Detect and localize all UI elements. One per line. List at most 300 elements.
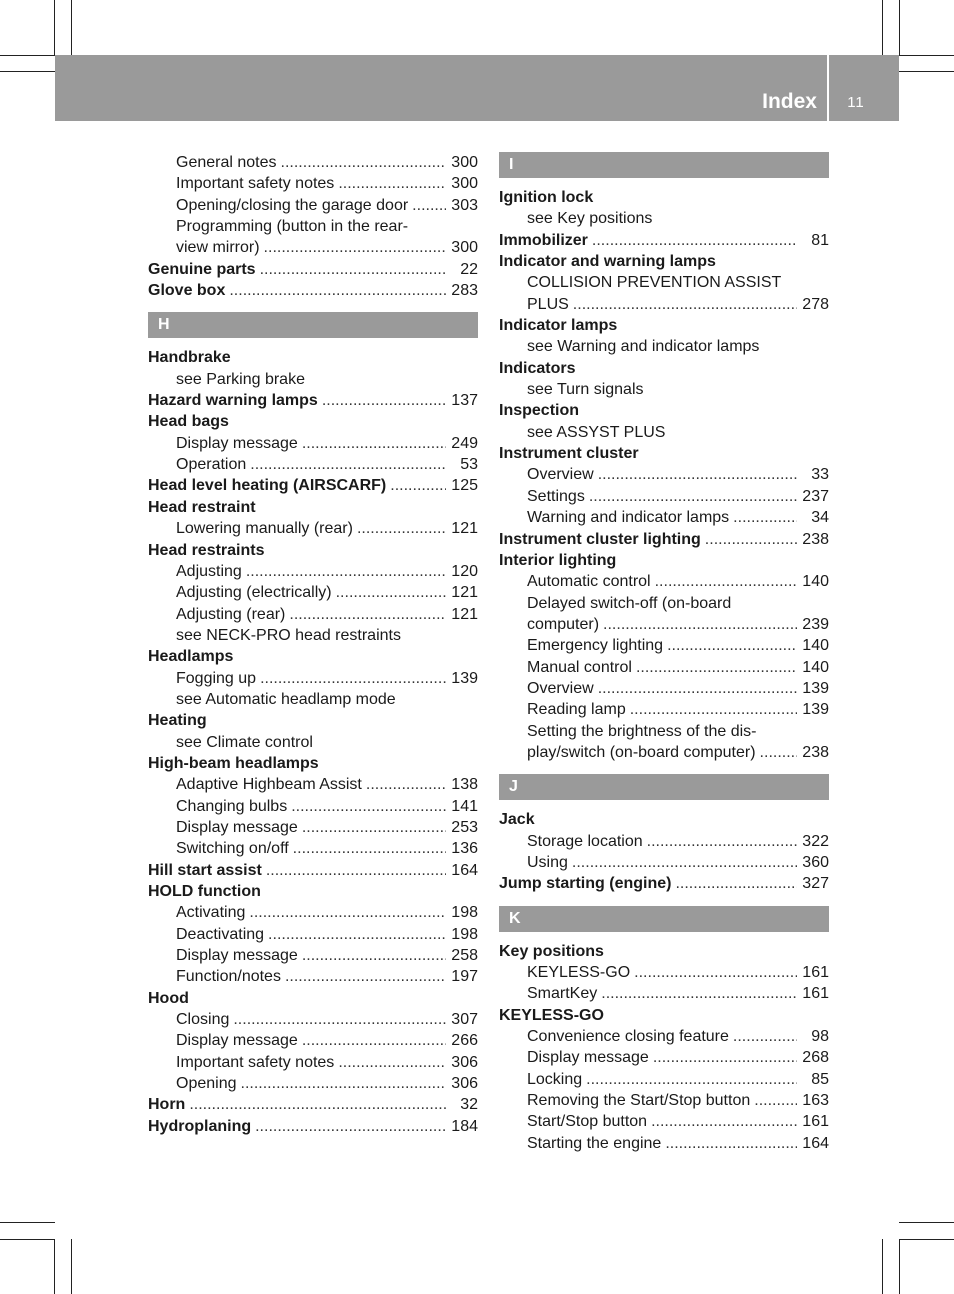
leader-dots [266, 860, 446, 881]
section-header: I [499, 152, 829, 178]
section-spacer [499, 932, 829, 941]
page-ref: 85 [811, 1070, 829, 1088]
section-spacer [148, 301, 478, 312]
entry-text: Setting the brightness of the dis- [527, 722, 757, 740]
leader-dots [390, 475, 446, 496]
index-entry-see [148, 689, 478, 710]
crop-mark [71, 0, 72, 55]
entry-text: Ignition lock [499, 189, 594, 206]
entry-text: Removing the Start/Stop button [527, 1092, 751, 1110]
page-ref: 120 [451, 562, 478, 580]
leader-dots [573, 294, 797, 315]
index-entry-heading [148, 411, 478, 432]
index-entry-sub [499, 507, 829, 528]
entry-text: Head restraint [148, 498, 256, 516]
entry-text: see NECK-PRO head restraints [176, 626, 401, 644]
index-entry-sub [148, 1009, 478, 1030]
index-entry-sub [148, 173, 478, 194]
leader-dots [667, 635, 797, 656]
index-entry-see [499, 336, 829, 357]
leader-dots [336, 582, 446, 603]
index-entry-see [499, 208, 829, 229]
leader-dots [733, 1026, 797, 1047]
index-entry-cont [499, 272, 829, 293]
entry-text: Opening/closing the garage door [176, 196, 409, 214]
leader-dots [366, 774, 446, 795]
leader-dots [651, 1111, 797, 1132]
index-entry-sub [499, 742, 829, 763]
leader-dots [233, 1009, 446, 1030]
leader-dots [675, 873, 797, 894]
page-ref: 161 [802, 1113, 829, 1131]
index-entry-sub [148, 1052, 478, 1073]
entry-text: see Turn signals [527, 381, 644, 399]
page-title: Index [762, 90, 817, 113]
crop-mark [882, 0, 883, 55]
entry-text: Headlamps [148, 648, 234, 666]
entry-text: Display message [527, 1049, 649, 1067]
leader-dots [586, 1069, 797, 1090]
index-entry-heading [499, 315, 829, 336]
entry-text: Display message [176, 434, 298, 452]
index-entry-see [148, 625, 478, 646]
entry-text: Key positions [499, 942, 604, 960]
page-ref: 238 [802, 743, 829, 761]
page-ref: 322 [802, 832, 829, 850]
leader-dots [572, 852, 797, 873]
page-ref: 81 [811, 231, 829, 249]
page-ref: 140 [802, 658, 829, 676]
entry-text: Inspection [499, 402, 580, 420]
entry-text: Genuine parts [148, 260, 256, 278]
entry-text: Emergency lighting [527, 637, 664, 655]
leader-dots [260, 259, 446, 280]
page-ref: 283 [451, 282, 478, 300]
entry-text: COLLISION PREVENTION ASSIST [527, 274, 782, 292]
index-entry-heading [499, 550, 829, 571]
entry-text: Delayed switch-off (on-board [527, 594, 732, 612]
index-entry-entry [148, 1116, 478, 1137]
index-entry-heading [148, 347, 478, 368]
index-entry-see [499, 422, 829, 443]
page-ref: 253 [451, 818, 478, 836]
index-entry-sub [148, 668, 478, 689]
page-ref: 249 [451, 434, 478, 452]
crop-mark [899, 1222, 954, 1223]
index-entry-entry [148, 280, 478, 301]
leader-dots [589, 486, 797, 507]
crop-mark [54, 0, 55, 55]
section-spacer [499, 895, 829, 906]
section-header: H [148, 312, 478, 338]
entry-text: Reading lamp [527, 701, 626, 719]
page-ref: 184 [451, 1117, 478, 1135]
index-entry-heading [148, 710, 478, 731]
leader-dots [302, 433, 446, 454]
index-entry-sub [499, 1133, 829, 1154]
index-entry-heading [499, 187, 829, 208]
entry-text: Hazard warning lamps [148, 392, 318, 410]
index-entry-sub [499, 699, 829, 720]
entry-text: KEYLESS-GO [527, 964, 631, 981]
crop-mark [899, 0, 900, 55]
page-ref: 307 [451, 1011, 478, 1029]
index-entry-sub [499, 464, 829, 485]
page-ref: 136 [451, 840, 478, 858]
entry-text: Hill start assist [148, 861, 262, 879]
entry-text: Hydroplaning [148, 1117, 252, 1135]
header-separator [827, 55, 829, 121]
leader-dots [412, 195, 446, 216]
index-entry-sub [148, 433, 478, 454]
page-ref: 121 [451, 520, 478, 538]
leader-dots [754, 1090, 797, 1111]
page-ref: 306 [451, 1053, 478, 1071]
index-entry-heading [148, 497, 478, 518]
leader-dots [302, 945, 446, 966]
entry-text: Handbrake [148, 349, 231, 367]
leader-dots [338, 1052, 446, 1073]
leader-dots [246, 561, 446, 582]
page-ref: 239 [802, 615, 829, 633]
entry-text: Closing [176, 1011, 230, 1029]
crop-mark [899, 1239, 954, 1240]
page-ref: 139 [802, 679, 829, 697]
index-entry-heading [499, 1005, 829, 1026]
leader-dots [603, 614, 797, 635]
index-entry-heading [499, 251, 829, 272]
section-spacer [148, 338, 478, 347]
page-ref: 32 [460, 1096, 478, 1114]
leader-dots [264, 237, 446, 258]
section-spacer [499, 178, 829, 187]
crop-mark [0, 1239, 55, 1240]
index-entry-sub [148, 1073, 478, 1094]
index-entry-heading [148, 646, 478, 667]
entry-text: Convenience closing feature [527, 1028, 729, 1046]
leader-dots [636, 657, 797, 678]
index-entry-sub [148, 561, 478, 582]
index-entry-cont [499, 721, 829, 742]
page-ref: 164 [802, 1134, 829, 1152]
entry-text: Adjusting (electrically) [176, 584, 332, 602]
crop-mark [71, 1239, 72, 1294]
leader-dots [630, 699, 797, 720]
index-entry-heading [148, 988, 478, 1009]
index-entry-heading [148, 540, 478, 561]
entry-text: Display message [176, 1032, 298, 1050]
entry-text: Overview [527, 466, 594, 484]
index-entry-sub [499, 852, 829, 873]
index-entry-entry [499, 230, 829, 251]
index-entry-sub [148, 817, 478, 838]
entry-text: Instrument cluster [499, 445, 639, 463]
index-entry-heading [499, 443, 829, 464]
page-ref: 238 [802, 530, 829, 548]
leader-dots [189, 1094, 446, 1115]
entry-text: Locking [527, 1070, 583, 1088]
page-ref: 300 [451, 239, 478, 257]
page-ref: 33 [811, 466, 829, 484]
page-ref: 268 [802, 1049, 829, 1067]
entry-text: Glove box [148, 282, 226, 300]
entry-text: Immobilizer [499, 231, 588, 249]
page-ref: 138 [451, 776, 478, 794]
entry-text: Warning and indicator lamps [527, 509, 730, 527]
section-spacer [499, 763, 829, 774]
index-entry-see [499, 379, 829, 400]
index-entry-entry [499, 529, 829, 550]
index-entry-heading [499, 941, 829, 962]
page-ref: 139 [802, 701, 829, 719]
leader-dots [250, 454, 446, 475]
page-ref: 164 [451, 861, 478, 879]
entry-text: see Key positions [527, 210, 653, 228]
entry-text: Instrument cluster lighting [499, 530, 701, 548]
leader-dots [647, 831, 797, 852]
index-entry-heading [148, 753, 478, 774]
page-ref: 258 [451, 947, 478, 965]
entry-text: Display message [176, 818, 298, 836]
page-ref: 53 [460, 456, 478, 474]
leader-dots [665, 1133, 797, 1154]
entry-text: view mirror) [176, 239, 260, 257]
page-ref: 161 [802, 964, 829, 981]
entry-text: Indicator lamps [499, 317, 618, 335]
index-entry-sub [148, 902, 478, 923]
entry-text: Opening [176, 1075, 237, 1093]
index-column-right [499, 152, 829, 1154]
page-ref: 163 [802, 1092, 829, 1110]
leader-dots [241, 1073, 447, 1094]
entry-text: Start/Stop button [527, 1113, 648, 1131]
entry-text: KEYLESS-GO [499, 1006, 604, 1024]
entry-text: Manual control [527, 658, 632, 676]
entry-text: Adaptive Highbeam Assist [176, 776, 362, 794]
index-entry-sub [148, 774, 478, 795]
page-ref: 266 [451, 1032, 478, 1050]
index-entry-sub [499, 635, 829, 656]
index-entry-heading [148, 881, 478, 902]
entry-text: Interior lighting [499, 551, 617, 569]
entry-text: see Parking brake [176, 370, 305, 388]
page-ref: 303 [451, 196, 478, 214]
crop-mark [899, 55, 954, 56]
leader-dots [592, 230, 797, 251]
entry-text: Using [527, 853, 568, 871]
index-entry-heading [499, 358, 829, 379]
page-ref: 22 [460, 260, 478, 278]
leader-dots [281, 152, 446, 173]
leader-dots [655, 571, 797, 592]
entry-text: Indicator and warning lamps [499, 253, 716, 271]
page-ref: 306 [451, 1075, 478, 1093]
index-entry-sub [148, 1030, 478, 1051]
index-entry-sub [499, 1090, 829, 1111]
page-ref: 121 [451, 584, 478, 602]
page-ref: 198 [451, 904, 478, 922]
entry-text: Operation [176, 456, 247, 474]
index-entry-sub [148, 796, 478, 817]
page-ref: 121 [451, 605, 478, 623]
leader-dots [733, 507, 797, 528]
page-ref: 327 [802, 875, 829, 893]
index-entry-entry [148, 475, 478, 496]
page-ref: 300 [451, 154, 478, 171]
index-entry-sub [499, 1111, 829, 1132]
index-entry-sub [148, 966, 478, 987]
index-column-left [148, 152, 478, 1137]
entry-text: Adjusting [176, 562, 242, 580]
page-ref: 161 [802, 985, 829, 1003]
entry-text: Storage location [527, 832, 643, 850]
page-ref: 139 [451, 669, 478, 687]
entry-text: Starting the engine [527, 1134, 662, 1152]
entry-text: Display message [176, 947, 298, 965]
page-ref: 278 [802, 295, 829, 313]
leader-dots [634, 962, 797, 983]
entry-text: Important safety notes [176, 175, 335, 193]
page-ref: 34 [811, 509, 829, 527]
index-entry-heading [499, 809, 829, 830]
index-entry-sub [499, 962, 829, 983]
index-entry-sub [499, 1047, 829, 1068]
page-ref: 137 [451, 392, 478, 410]
section-header: J [499, 774, 829, 800]
page-ref: 140 [802, 573, 829, 591]
leader-dots [322, 390, 446, 411]
entry-text: SmartKey [527, 985, 598, 1003]
entry-text: Changing bulbs [176, 797, 288, 815]
entry-text: play/switch (on-board computer) [527, 743, 756, 761]
leader-dots [302, 1030, 446, 1051]
index-entry-sub [499, 486, 829, 507]
entry-text: Head level heating (AIRSCARF) [148, 477, 387, 495]
index-entry-sub [148, 518, 478, 539]
leader-dots [598, 678, 797, 699]
index-entry-sub [499, 983, 829, 1004]
leader-dots [229, 280, 446, 301]
page-ref: 98 [811, 1028, 829, 1046]
leader-dots [760, 742, 797, 763]
leader-dots [338, 173, 446, 194]
entry-text: Switching on/off [176, 840, 289, 858]
index-entry-sub [148, 838, 478, 859]
crop-mark [0, 1222, 55, 1223]
entry-text: High-beam headlamps [148, 754, 319, 772]
entry-text: HOLD function [148, 883, 261, 900]
crop-mark [54, 1239, 55, 1294]
entry-text: Settings [527, 487, 585, 505]
section-header: K [499, 906, 829, 932]
section-spacer [499, 800, 829, 809]
entry-text: Hood [148, 989, 189, 1007]
index-entry-sub [499, 831, 829, 852]
index-entry-see [148, 732, 478, 753]
index-entry-sub [499, 678, 829, 699]
index-entry-sub [499, 657, 829, 678]
entry-text: Programming (button in the rear- [176, 218, 409, 236]
leader-dots [285, 966, 446, 987]
index-entry-entry [148, 860, 478, 881]
index-entry-sub [148, 237, 478, 258]
leader-dots [653, 1047, 797, 1068]
page-ref: 140 [802, 637, 829, 655]
crop-mark [0, 55, 55, 56]
index-entry-entry [148, 1094, 478, 1115]
entry-text: Horn [148, 1096, 186, 1114]
index-entry-heading [499, 400, 829, 421]
entry-text: Function/notes [176, 968, 281, 986]
index-entry-sub [148, 454, 478, 475]
entry-text: Important safety notes [176, 1053, 335, 1071]
leader-dots [291, 796, 446, 817]
leader-dots [260, 668, 446, 689]
leader-dots [289, 604, 446, 625]
leader-dots [255, 1116, 446, 1137]
entry-text: computer) [527, 615, 600, 633]
entry-text: Adjusting (rear) [176, 605, 286, 623]
index-entry-sub [148, 924, 478, 945]
index-entry-sub [499, 614, 829, 635]
page-ref: 125 [451, 477, 478, 495]
entry-text: Activating [176, 904, 246, 922]
index-entry-entry [148, 390, 478, 411]
entry-text: Automatic control [527, 573, 651, 591]
entry-text: see Warning and indicator lamps [527, 338, 760, 356]
index-entry-sub [148, 195, 478, 216]
index-entry-sub [499, 294, 829, 315]
page-number: 11 [847, 94, 865, 111]
index-entry-sub [148, 945, 478, 966]
entry-text: see Climate control [176, 733, 313, 751]
index-entry-cont [499, 593, 829, 614]
leader-dots [302, 817, 446, 838]
entry-text: Jump starting (engine) [499, 875, 672, 893]
entry-text: Head restraints [148, 541, 265, 559]
index-entry-see [148, 369, 478, 390]
index-entry-entry [148, 259, 478, 280]
crop-mark [899, 71, 954, 72]
index-entry-sub [499, 1069, 829, 1090]
entry-text: General notes [176, 154, 277, 171]
page-ref: 360 [802, 853, 829, 871]
entry-text: Indicators [499, 359, 576, 377]
index-entry-sub [148, 152, 478, 173]
leader-dots [601, 983, 797, 1004]
crop-mark [882, 1239, 883, 1294]
page-ref: 237 [802, 487, 829, 505]
page-ref: 141 [451, 797, 478, 815]
entry-text: Overview [527, 679, 594, 697]
index-entry-entry [499, 873, 829, 894]
leader-dots [249, 902, 446, 923]
leader-dots [293, 838, 446, 859]
page-ref: 197 [451, 968, 478, 986]
leader-dots [357, 518, 446, 539]
index-entry-cont [148, 216, 478, 237]
entry-text: Deactivating [176, 925, 265, 943]
leader-dots [705, 529, 797, 550]
leader-dots [598, 464, 797, 485]
index-entry-sub [499, 571, 829, 592]
crop-mark [0, 71, 55, 72]
page-ref: 198 [451, 925, 478, 943]
page-ref: 300 [451, 175, 478, 193]
index-entry-sub [499, 1026, 829, 1047]
crop-mark [899, 1239, 900, 1294]
leader-dots [268, 924, 446, 945]
